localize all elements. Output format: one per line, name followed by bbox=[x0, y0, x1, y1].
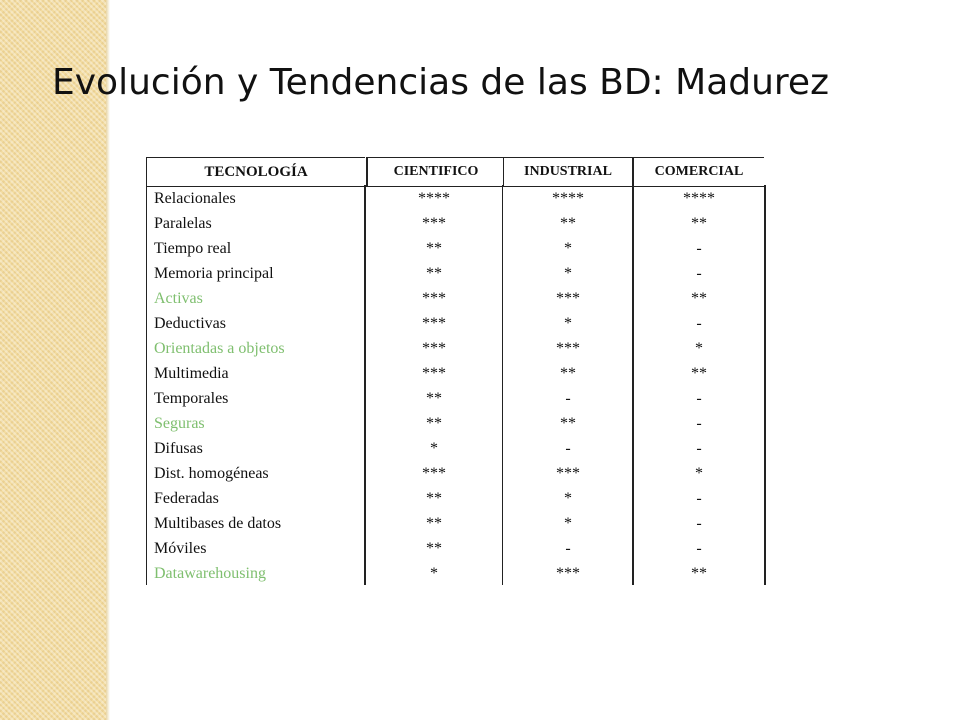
cientifico-rating: *** bbox=[364, 360, 502, 385]
table-row bbox=[146, 560, 762, 585]
cientifico-rating: *** bbox=[364, 460, 502, 485]
table-row bbox=[146, 260, 762, 285]
technology-name: Difusas bbox=[146, 435, 362, 460]
table-row bbox=[146, 185, 762, 210]
slide-title: Evolución y Tendencias de las BD: Madurez bbox=[52, 62, 829, 103]
cientifico-rating: ** bbox=[364, 385, 502, 410]
industrial-rating: ** bbox=[502, 410, 633, 435]
cientifico-rating: *** bbox=[364, 310, 502, 335]
technology-name: Temporales bbox=[146, 385, 362, 410]
comercial-rating: - bbox=[632, 410, 766, 435]
industrial-rating: * bbox=[502, 510, 633, 535]
industrial-rating: * bbox=[502, 235, 633, 260]
industrial-rating: *** bbox=[502, 285, 633, 310]
table-row bbox=[146, 385, 762, 410]
header-comercial: COMERCIAL bbox=[632, 157, 764, 187]
table-row bbox=[146, 510, 762, 535]
technology-name: Memoria principal bbox=[146, 260, 362, 285]
table-body bbox=[146, 185, 764, 585]
technology-name: Activas bbox=[146, 285, 362, 310]
side-band-edge bbox=[106, 0, 110, 720]
table-row bbox=[146, 210, 762, 235]
table-row bbox=[146, 335, 762, 360]
comercial-rating: ** bbox=[632, 560, 766, 585]
comercial-rating: * bbox=[632, 460, 766, 485]
comercial-rating: **** bbox=[632, 185, 766, 210]
technology-name: Datawarehousing bbox=[146, 560, 362, 585]
technology-name: Orientadas a objetos bbox=[146, 335, 362, 360]
cientifico-rating: **** bbox=[364, 185, 502, 210]
cientifico-rating: *** bbox=[364, 210, 502, 235]
industrial-rating: ** bbox=[502, 360, 633, 385]
technology-name: Deductivas bbox=[146, 310, 362, 335]
industrial-rating: - bbox=[502, 535, 633, 560]
comercial-rating: - bbox=[632, 510, 766, 535]
decorative-side-band bbox=[0, 0, 106, 720]
cientifico-rating: * bbox=[364, 560, 502, 585]
table-row bbox=[146, 235, 762, 260]
table-row bbox=[146, 535, 762, 560]
header-cientifico: CIENTIFICO bbox=[366, 157, 504, 187]
industrial-rating: - bbox=[502, 435, 633, 460]
comercial-rating: - bbox=[632, 535, 766, 560]
cientifico-rating: ** bbox=[364, 260, 502, 285]
technology-name: Seguras bbox=[146, 410, 362, 435]
table-row bbox=[146, 360, 762, 385]
cientifico-rating: * bbox=[364, 435, 502, 460]
industrial-rating: **** bbox=[502, 185, 633, 210]
cientifico-rating: ** bbox=[364, 535, 502, 560]
comercial-rating: ** bbox=[632, 360, 766, 385]
comercial-rating: - bbox=[632, 435, 766, 460]
table-row bbox=[146, 435, 762, 460]
table-row bbox=[146, 460, 762, 485]
comercial-rating: - bbox=[632, 235, 766, 260]
cientifico-rating: *** bbox=[364, 335, 502, 360]
table-row bbox=[146, 410, 762, 435]
industrial-rating: - bbox=[502, 385, 633, 410]
industrial-rating: *** bbox=[502, 560, 633, 585]
technology-name: Relacionales bbox=[146, 185, 362, 210]
technology-name: Federadas bbox=[146, 485, 362, 510]
comercial-rating: ** bbox=[632, 285, 766, 310]
table-row bbox=[146, 310, 762, 335]
technology-name: Dist. homogéneas bbox=[146, 460, 362, 485]
industrial-rating: * bbox=[502, 485, 633, 510]
technology-name: Tiempo real bbox=[146, 235, 362, 260]
technology-name: Multimedia bbox=[146, 360, 362, 385]
cientifico-rating: ** bbox=[364, 235, 502, 260]
header-tecnologia: TECNOLOGÍA bbox=[146, 157, 365, 187]
comercial-rating: - bbox=[632, 310, 766, 335]
industrial-rating: * bbox=[502, 310, 633, 335]
industrial-rating: *** bbox=[502, 460, 633, 485]
table-header-row bbox=[146, 157, 764, 185]
table-row bbox=[146, 485, 762, 510]
header-industrial: INDUSTRIAL bbox=[503, 157, 632, 187]
cientifico-rating: ** bbox=[364, 485, 502, 510]
industrial-rating: ** bbox=[502, 210, 633, 235]
technology-name: Móviles bbox=[146, 535, 362, 560]
cientifico-rating: ** bbox=[364, 410, 502, 435]
comercial-rating: - bbox=[632, 260, 766, 285]
technology-name: Paralelas bbox=[146, 210, 362, 235]
comercial-rating: - bbox=[632, 385, 766, 410]
cientifico-rating: ** bbox=[364, 510, 502, 535]
industrial-rating: * bbox=[502, 260, 633, 285]
comercial-rating: - bbox=[632, 485, 766, 510]
comercial-rating: ** bbox=[632, 210, 766, 235]
cientifico-rating: *** bbox=[364, 285, 502, 310]
maturity-table bbox=[146, 157, 764, 585]
comercial-rating: * bbox=[632, 335, 766, 360]
industrial-rating: *** bbox=[502, 335, 633, 360]
table-row bbox=[146, 285, 762, 310]
technology-name: Multibases de datos bbox=[146, 510, 362, 535]
